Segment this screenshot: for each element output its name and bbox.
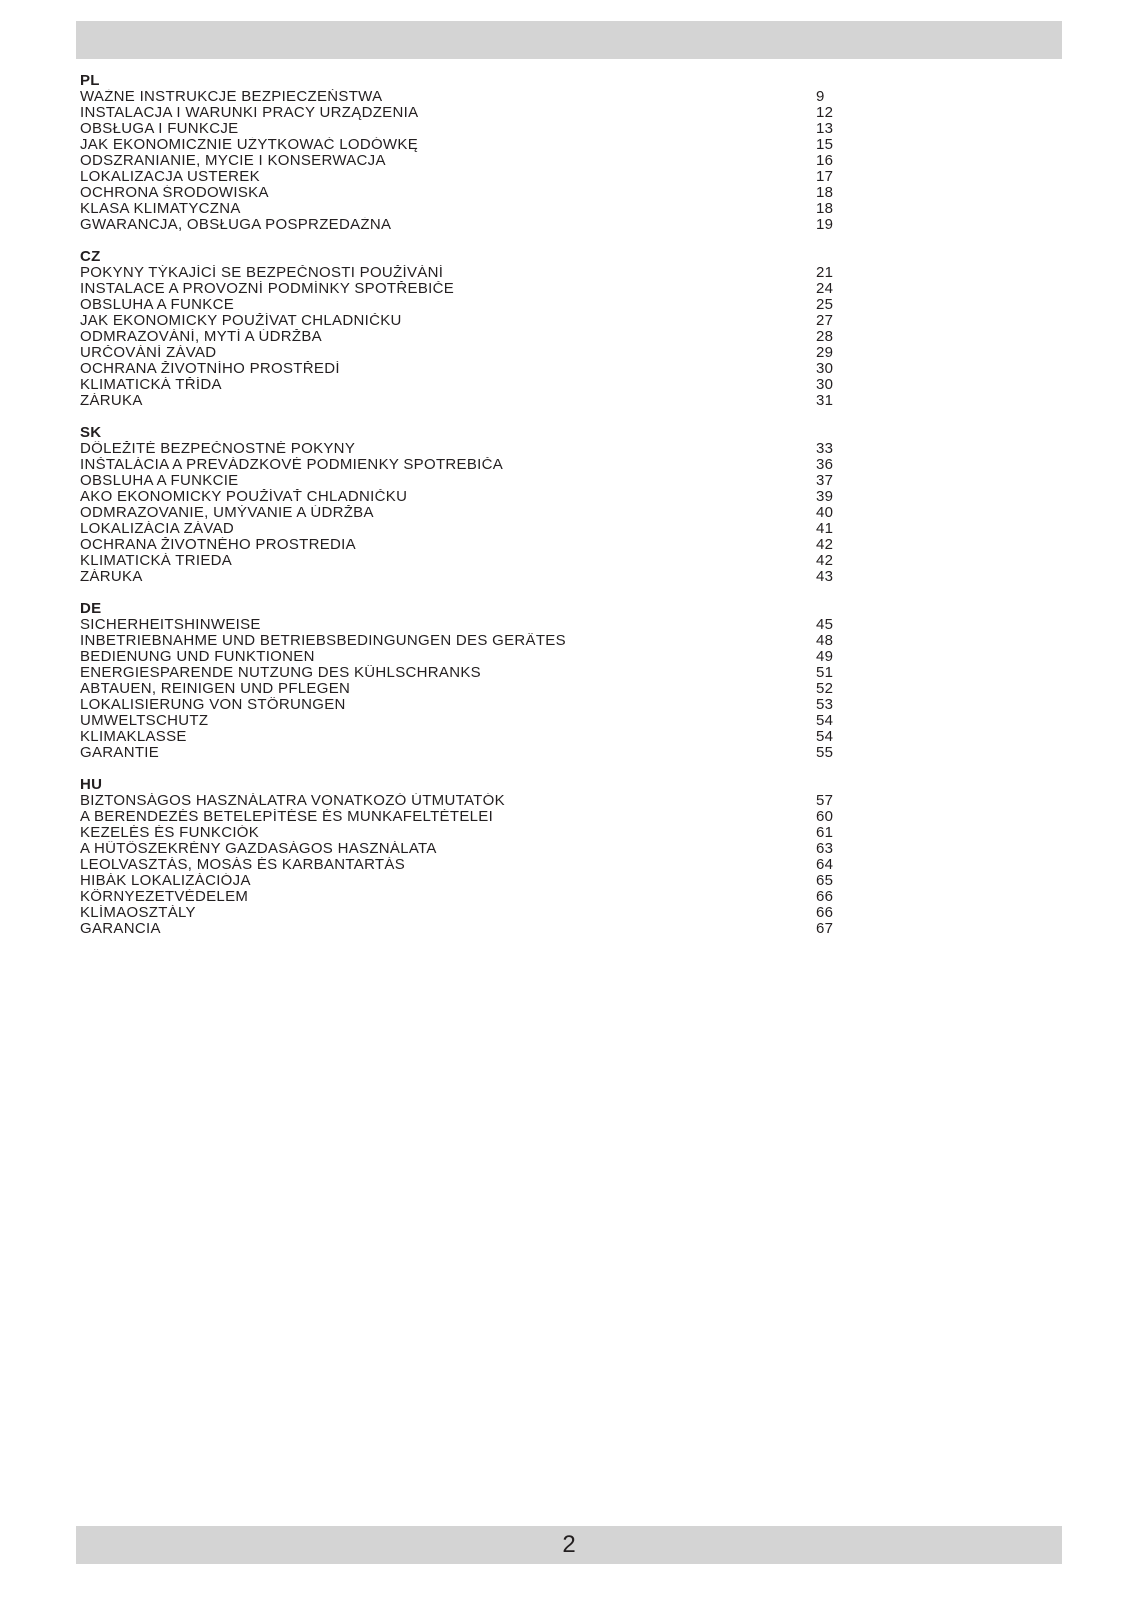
entry-page: 18 [816,184,834,201]
entry-title: POKYNY TÝKAJÍCÍ SE BEZPEČNOSTI POUŽÍVÁNÍ [80,265,444,281]
toc-entry[interactable] [80,921,840,937]
entry-title: KLASA KLIMATYCZNA [80,201,241,217]
toc-entry[interactable] [80,569,840,585]
entry-title: ENERGIESPARENDE NUTZUNG DES KÜHLSCHRANKS [80,665,481,681]
toc-entry[interactable] [80,889,840,905]
entry-title: A HŰTŐSZEKRÉNY GAZDASÁGOS HASZNÁLATA [80,841,437,857]
toc-entry[interactable] [80,361,840,377]
entry-page: 12 [816,104,834,121]
entry-title: UMWELTSCHUTZ [80,713,209,729]
entry-title: ZÁRUKA [80,569,143,585]
entry-page: 64 [816,856,834,873]
entry-title: AKO EKONOMICKY POUŽÍVAŤ CHLADNIČKU [80,489,408,505]
entry-page: 24 [816,280,834,297]
toc-entry[interactable] [80,489,840,505]
toc-entry[interactable] [80,505,840,521]
entry-page: 43 [816,568,834,585]
toc-entry[interactable] [80,825,840,841]
toc-entry[interactable] [80,553,840,569]
toc-entry[interactable] [80,633,840,649]
entry-title: ZÁRUKA [80,393,143,409]
toc-entry[interactable] [80,313,840,329]
toc-section-cz [80,249,840,409]
toc-entry[interactable] [80,345,840,361]
entry-page: 9 [816,88,825,105]
entry-title: KLIMAKLASSE [80,729,187,745]
entry-page: 31 [816,392,834,409]
entry-title: WAŻNE INSTRUKCJE BEZPIECZEŃSTWA [80,89,383,105]
entry-page: 28 [816,328,834,345]
toc-entry[interactable] [80,873,840,889]
entry-page: 42 [816,552,834,569]
entry-title: GWARANCJA, OBSŁUGA POSPRZEDAŻNA [80,217,392,233]
entry-title: LEOLVASZTÁS, MOSÁS ÉS KARBANTARTÁS [80,857,406,873]
entry-page: 18 [816,200,834,217]
entry-page: 30 [816,360,834,377]
toc-entry[interactable] [80,217,840,233]
entry-title: GARANCIA [80,921,161,937]
toc-entry[interactable] [80,185,840,201]
entry-title: ABTAUEN, REINIGEN UND PFLEGEN [80,681,351,697]
footer-bar [76,1526,1062,1564]
entry-title: URČOVÁNÍ ZÁVAD [80,345,217,361]
toc-entry[interactable] [80,841,840,857]
entry-page: 25 [816,296,834,313]
entry-title: KLÍMAOSZTÁLY [80,905,196,921]
entry-page: 53 [816,696,834,713]
entry-page: 36 [816,456,834,473]
entry-page: 16 [816,152,834,169]
entry-title: DÔLEŽITÉ BEZPEČNOSTNÉ POKYNY [80,441,356,457]
entry-title: HIBÁK LOKALIZÁCIÓJA [80,873,251,889]
section-heading: HU [80,776,103,793]
toc-entry[interactable] [80,441,840,457]
entry-page: 13 [816,120,834,137]
entry-page: 15 [816,136,834,153]
entry-title: ODSZRANIANIE, MYCIE I KONSERWACJA [80,153,386,169]
entry-page: 39 [816,488,834,505]
entry-title: BEDIENUNG UND FUNKTIONEN [80,649,315,665]
entry-page: 21 [816,264,834,281]
entry-title: BIZTONSÁGOS HASZNÁLATRA VONATKOZÓ ÚTMUTATÓK [80,793,505,809]
entry-title: KLIMATICKÁ TŘÍDA [80,377,222,393]
entry-title: A BERENDEZÉS BETELEPÍTÉSE ÉS MUNKAFELTÉTELEI [80,809,494,825]
table-of-contents [80,73,840,953]
entry-page: 49 [816,648,834,665]
toc-entry[interactable] [80,105,840,121]
entry-page: 42 [816,536,834,553]
entry-title: GARANTIE [80,745,160,761]
entry-title: KLIMATICKÁ TRIEDA [80,553,233,569]
toc-entry[interactable] [80,857,840,873]
toc-entry[interactable] [80,681,840,697]
entry-page: 30 [816,376,834,393]
entry-title: OCHRONA ŚRODOWISKA [80,185,269,201]
entry-page: 48 [816,632,834,649]
toc-entry[interactable] [80,89,840,105]
toc-entry[interactable] [80,377,840,393]
entry-page: 45 [816,616,834,633]
toc-entry[interactable] [80,121,840,137]
entry-page: 60 [816,808,834,825]
entry-title: OBSLUHA A FUNKCE [80,297,235,313]
toc-entry[interactable] [80,153,840,169]
entry-title: KEZELÉS ÉS FUNKCIÓK [80,825,260,841]
entry-title: INSTALACJA I WARUNKI PRACY URZĄDZENIA [80,105,419,121]
toc-entry[interactable] [80,793,840,809]
toc-entry[interactable] [80,137,840,153]
entry-page: 41 [816,520,834,537]
entry-title: SICHERHEITSHINWEISE [80,617,261,633]
entry-page: 40 [816,504,834,521]
toc-entry[interactable] [80,809,840,825]
toc-entry[interactable] [80,297,840,313]
entry-title: INSTALACE A PROVOZNÍ PODMÍNKY SPOTŘEBIČE [80,281,455,297]
entry-page: 37 [816,472,834,489]
toc-entry[interactable] [80,617,840,633]
toc-section-hu [80,777,840,937]
toc-section-pl [80,73,840,233]
entry-title: ODMRAZOVANIE, UMÝVANIE A ÚDRŽBA [80,505,374,521]
toc-entry[interactable] [80,713,840,729]
toc-entry[interactable] [80,905,840,921]
toc-entry[interactable] [80,649,840,665]
toc-entry[interactable] [80,393,840,409]
entry-title: LOKALIZACJA USTEREK [80,169,260,185]
entry-title: OCHRANA ŽIVOTNÉHO PROSTREDIA [80,537,356,553]
entry-page: 57 [816,792,834,809]
toc-entry[interactable] [80,281,840,297]
section-heading: PL [80,72,100,89]
toc-entry[interactable] [80,473,840,489]
entry-title: JAK EKONOMICKY POUŽÍVAT CHLADNIČKU [80,313,402,329]
entry-page: 27 [816,312,834,329]
entry-title: JAK EKONOMICZNIE UŻYTKOWAĆ LODÓWKĘ [80,137,419,153]
toc-entry[interactable] [80,697,840,713]
entry-title: INŠTALÁCIA A PREVÁDZKOVÉ PODMIENKY SPOTREBIČA [80,457,504,473]
section-heading: CZ [80,248,101,265]
toc-entry[interactable] [80,265,840,281]
entry-title: OCHRANA ŽIVOTNÍHO PROSTŘEDÍ [80,361,340,377]
entry-title: OBSŁUGA I FUNKCJE [80,121,239,137]
entry-page: 67 [816,920,834,937]
entry-page: 17 [816,168,834,185]
toc-entry[interactable] [80,457,840,473]
entry-page: 19 [816,216,834,233]
toc-entry[interactable] [80,665,840,681]
entry-page: 55 [816,744,834,761]
entry-title: LOKALISIERUNG VON STÖRUNGEN [80,697,346,713]
entry-page: 66 [816,904,834,921]
section-heading: DE [80,600,102,617]
toc-entry[interactable] [80,729,840,745]
toc-entry[interactable] [80,169,840,185]
entry-page: 29 [816,344,834,361]
toc-entry[interactable] [80,329,840,345]
toc-section-de [80,601,840,761]
entry-page: 66 [816,888,834,905]
page-number: 2 [562,1531,576,1558]
entry-page: 54 [816,712,834,729]
entry-page: 65 [816,872,834,889]
entry-page: 54 [816,728,834,745]
entry-page: 61 [816,824,834,841]
toc-entry[interactable] [80,201,840,217]
entry-title: LOKALIZÁCIA ZÁVAD [80,521,235,537]
entry-title: KÖRNYEZETVÉDELEM [80,889,249,905]
entry-title: INBETRIEBNAHME UND BETRIEBSBEDINGUNGEN DES GERÄTES [80,633,566,649]
toc-entry[interactable] [80,521,840,537]
section-heading: SK [80,424,102,441]
header-bar [76,21,1062,59]
entry-page: 33 [816,440,834,457]
entry-page: 52 [816,680,834,697]
entry-title: ODMRAZOVÁNÍ, MYTÍ A ÚDRŽBA [80,329,322,345]
toc-section-sk [80,425,840,585]
toc-entry[interactable] [80,745,840,761]
entry-page: 51 [816,664,834,681]
toc-entry[interactable] [80,537,840,553]
entry-title: OBSLUHA A FUNKCIE [80,473,239,489]
entry-page: 63 [816,840,834,857]
